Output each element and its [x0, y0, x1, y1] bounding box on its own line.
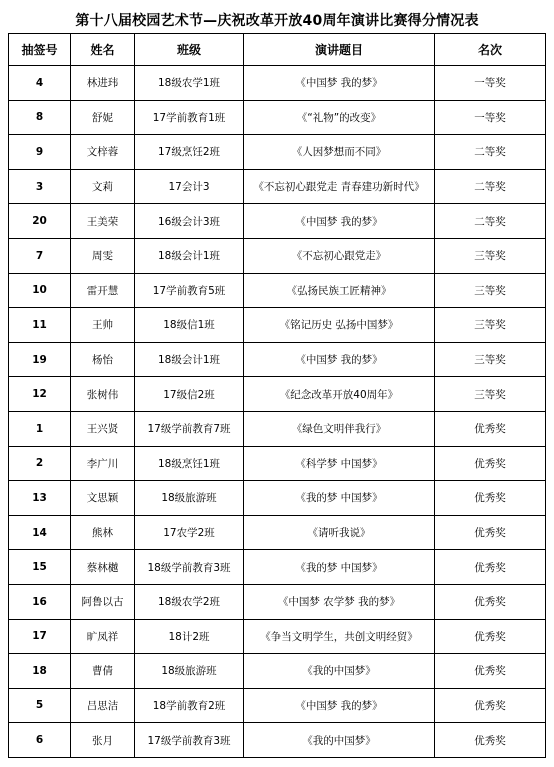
cell-topic: 《中国梦 我的梦》 [244, 342, 435, 377]
cell-rank: 优秀奖 [435, 654, 546, 689]
cell-draw-number: 3 [9, 169, 71, 204]
cell-name: 文思颖 [71, 481, 135, 516]
cell-draw-number: 6 [9, 723, 71, 758]
cell-name: 李广川 [71, 446, 135, 481]
cell-topic: 《我的梦 中国梦》 [244, 550, 435, 585]
cell-topic: 《不忘初心跟党走》 [244, 238, 435, 273]
cell-rank: 优秀奖 [435, 411, 546, 446]
cell-draw-number: 15 [9, 550, 71, 585]
cell-class: 18级农学1班 [135, 66, 244, 101]
cell-draw-number: 18 [9, 654, 71, 689]
cell-name: 熊林 [71, 515, 135, 550]
cell-rank: 三等奖 [435, 273, 546, 308]
cell-name: 张树伟 [71, 377, 135, 412]
cell-rank: 三等奖 [435, 238, 546, 273]
cell-rank: 优秀奖 [435, 584, 546, 619]
cell-name: 林进玮 [71, 66, 135, 101]
cell-class: 18级烹饪1班 [135, 446, 244, 481]
header-topic: 演讲题目 [244, 34, 435, 66]
cell-rank: 二等奖 [435, 169, 546, 204]
cell-draw-number: 12 [9, 377, 71, 412]
table-row [9, 619, 546, 654]
header-class: 班级 [135, 34, 244, 66]
cell-class: 18学前教育2班 [135, 688, 244, 723]
cell-rank: 三等奖 [435, 377, 546, 412]
cell-topic: 《请听我说》 [244, 515, 435, 550]
cell-draw-number: 13 [9, 481, 71, 516]
header-name: 姓名 [71, 34, 135, 66]
cell-class: 18计2班 [135, 619, 244, 654]
cell-draw-number: 19 [9, 342, 71, 377]
cell-topic: 《纪念改革开放40周年》 [244, 377, 435, 412]
table-row [9, 481, 546, 516]
cell-class: 18级农学2班 [135, 584, 244, 619]
cell-name: 杨怡 [71, 342, 135, 377]
header-row [9, 34, 546, 66]
cell-topic: 《我的中国梦》 [244, 654, 435, 689]
cell-name: 阿鲁以古 [71, 584, 135, 619]
cell-class: 17级学前教育7班 [135, 411, 244, 446]
cell-rank: 优秀奖 [435, 688, 546, 723]
cell-topic: 《中国梦 我的梦》 [244, 688, 435, 723]
cell-topic: 《中国梦 农学梦 我的梦》 [244, 584, 435, 619]
cell-topic: 《“礼物”的改变》 [244, 100, 435, 135]
page-title: 第十八届校园艺术节—庆祝改革开放40周年演讲比赛得分情况表 [75, 13, 479, 29]
cell-name: 王兴贤 [71, 411, 135, 446]
cell-topic: 《争当文明学生，共创文明经贸》 [244, 619, 435, 654]
cell-topic: 《弘扬民族工匠精神》 [244, 273, 435, 308]
cell-topic: 《我的梦 中国梦》 [244, 481, 435, 516]
cell-draw-number: 8 [9, 100, 71, 135]
cell-class: 18级旅游班 [135, 654, 244, 689]
cell-class: 17级烹饪2班 [135, 135, 244, 170]
cell-class: 18级会计1班 [135, 342, 244, 377]
cell-topic: 《人因梦想而不同》 [244, 135, 435, 170]
cell-topic: 《铭记历史 弘扬中国梦》 [244, 308, 435, 343]
table-row [9, 654, 546, 689]
cell-name: 曹倩 [71, 654, 135, 689]
table-row [9, 446, 546, 481]
header-rank: 名次 [435, 34, 546, 66]
cell-draw-number: 17 [9, 619, 71, 654]
cell-rank: 优秀奖 [435, 481, 546, 516]
cell-class: 18级旅游班 [135, 481, 244, 516]
table-row [9, 550, 546, 585]
table-row [9, 238, 546, 273]
table-row [9, 688, 546, 723]
cell-topic: 《绿色文明伴我行》 [244, 411, 435, 446]
cell-name: 王美荣 [71, 204, 135, 239]
cell-rank: 优秀奖 [435, 723, 546, 758]
cell-class: 18级会计1班 [135, 238, 244, 273]
cell-draw-number: 9 [9, 135, 71, 170]
cell-rank: 优秀奖 [435, 515, 546, 550]
cell-class: 17学前教育1班 [135, 100, 244, 135]
cell-name: 雷开慧 [71, 273, 135, 308]
cell-rank: 一等奖 [435, 66, 546, 101]
table-body [9, 66, 546, 758]
cell-topic: 《科学梦 中国梦》 [244, 446, 435, 481]
cell-name: 蔡林樾 [71, 550, 135, 585]
cell-draw-number: 2 [9, 446, 71, 481]
cell-rank: 一等奖 [435, 100, 546, 135]
table-row [9, 411, 546, 446]
results-table [8, 33, 546, 758]
cell-rank: 三等奖 [435, 308, 546, 343]
cell-name: 舒妮 [71, 100, 135, 135]
cell-class: 17农学2班 [135, 515, 244, 550]
table-row [9, 100, 546, 135]
cell-rank: 二等奖 [435, 135, 546, 170]
cell-name: 吕思洁 [71, 688, 135, 723]
cell-name: 文梓蓉 [71, 135, 135, 170]
cell-class: 17学前教育5班 [135, 273, 244, 308]
table-row [9, 135, 546, 170]
cell-name: 张月 [71, 723, 135, 758]
table-row [9, 377, 546, 412]
cell-draw-number: 10 [9, 273, 71, 308]
cell-draw-number: 20 [9, 204, 71, 239]
table-row [9, 584, 546, 619]
table-row [9, 723, 546, 758]
cell-draw-number: 1 [9, 411, 71, 446]
table-row [9, 308, 546, 343]
cell-draw-number: 7 [9, 238, 71, 273]
cell-class: 18级信1班 [135, 308, 244, 343]
table-row [9, 342, 546, 377]
table-row [9, 204, 546, 239]
cell-class: 17级信2班 [135, 377, 244, 412]
cell-rank: 优秀奖 [435, 446, 546, 481]
cell-rank: 优秀奖 [435, 619, 546, 654]
table-row [9, 66, 546, 101]
cell-name: 周雯 [71, 238, 135, 273]
cell-draw-number: 5 [9, 688, 71, 723]
cell-name: 旷凤祥 [71, 619, 135, 654]
table-row [9, 169, 546, 204]
cell-name: 文莉 [71, 169, 135, 204]
cell-name: 王帅 [71, 308, 135, 343]
header-draw-number: 抽签号 [9, 34, 71, 66]
cell-class: 18级学前教育3班 [135, 550, 244, 585]
cell-draw-number: 16 [9, 584, 71, 619]
cell-class: 16级会计3班 [135, 204, 244, 239]
cell-class: 17会计3 [135, 169, 244, 204]
cell-topic: 《不忘初心跟党走 青春建功新时代》 [244, 169, 435, 204]
table-row [9, 515, 546, 550]
cell-topic: 《我的中国梦》 [244, 723, 435, 758]
cell-class: 17级学前教育3班 [135, 723, 244, 758]
cell-draw-number: 4 [9, 66, 71, 101]
cell-rank: 二等奖 [435, 204, 546, 239]
cell-rank: 三等奖 [435, 342, 546, 377]
cell-draw-number: 14 [9, 515, 71, 550]
cell-topic: 《中国梦 我的梦》 [244, 66, 435, 101]
cell-topic: 《中国梦 我的梦》 [244, 204, 435, 239]
table-row [9, 273, 546, 308]
cell-draw-number: 11 [9, 308, 71, 343]
cell-rank: 优秀奖 [435, 550, 546, 585]
